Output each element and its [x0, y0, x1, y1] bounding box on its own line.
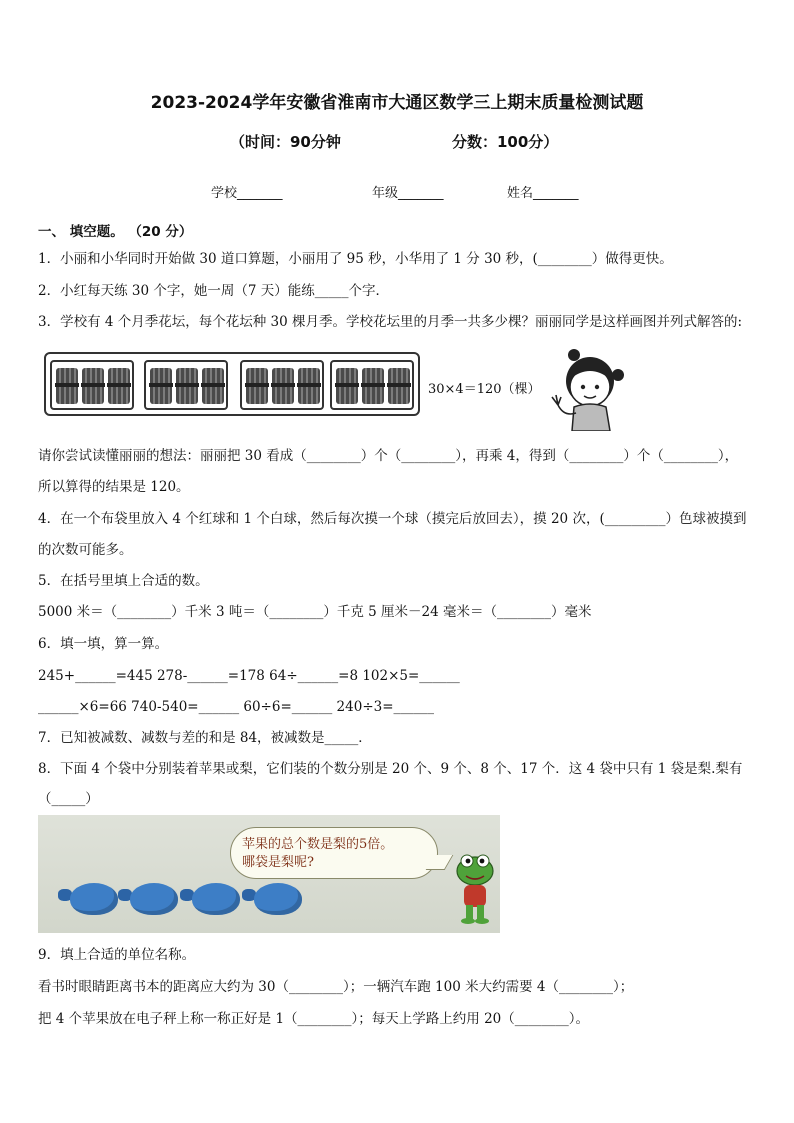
stick-bundle: [82, 368, 104, 404]
question-1: 1．小丽和小华同时开始做 30 道口算题，小丽用了 95 秒，小华用了 1 分 30 秒，(________）做得更快。: [38, 251, 673, 267]
question-6-row-2: ______×6=66 740-540=______ 60÷6=______ 240÷3=______: [38, 699, 435, 715]
bag-icon: [130, 883, 178, 915]
bag-icon: [254, 883, 302, 915]
q3-equation: 30×4＝120（棵）: [428, 382, 541, 397]
question-6-row-1: 245+______=445 278-______=178 64÷______=8 102×5=______: [38, 668, 460, 684]
question-9-line-2: 把 4 个苹果放在电子秤上称一称正好是 1（________）；每天上学路上约用 20（________）。: [38, 1011, 590, 1027]
question-3-line-3: 所以算得的结果是 120。: [38, 479, 190, 495]
question-4-line-2: 的次数可能多。: [38, 542, 133, 558]
speech-text-line-2: 哪袋是梨呢?: [242, 855, 314, 870]
bag-icon: [192, 883, 240, 915]
bags-photo: [38, 815, 500, 933]
page-title: 2023-2024学年安徽省淮南市大通区数学三上期末质量检测试题: [150, 93, 644, 113]
bundle-group: [144, 360, 228, 410]
speech-text-line-1: 苹果的总个数是梨的5倍。: [242, 837, 394, 852]
name-field: 姓名_______: [507, 186, 579, 201]
question-5-line: 5000 米＝（________）千米 3 吨＝（________）千克 5 厘米－24 毫米＝（________）毫米: [38, 604, 592, 620]
question-9-line-1: 看书时眼睛距离书本的距离应大约为 30（________）；一辆汽车跑 100 米大约需要 4（________）；: [38, 979, 634, 995]
stick-bundle: [202, 368, 224, 404]
bundle-group: [330, 360, 414, 410]
stick-bundle: [388, 368, 410, 404]
grade-field: 年级_______: [372, 186, 444, 201]
question-8-line-2: （_____）: [38, 791, 99, 807]
question-8: 8．下面 4 个袋中分别装着苹果或梨，它们装的个数分别是 20 个、9 个、8 个、17 个．这 4 袋中只有 1 袋是梨.梨有: [38, 761, 743, 777]
question-3-line-2: 请你尝试读懂丽丽的想法：丽丽把 30 看成（________）个（________），再乘 4，得到（________）个（________），: [38, 448, 739, 464]
question-9: 9．填上合适的单位名称。: [38, 947, 196, 963]
stick-bundle: [56, 368, 78, 404]
bundle-group: [50, 360, 134, 410]
score-label: 分数：100分）: [452, 133, 559, 151]
frog-icon: [452, 849, 498, 925]
stick-bundle: [272, 368, 294, 404]
question-4: 4．在一个布袋里放入 4 个红球和 1 个白球，然后每次摸一个球（摸完后放回去），摸 20 次，(_________）色球被摸到: [38, 511, 747, 527]
section-heading: 一、 填空题。 （20 分）: [38, 224, 193, 240]
stick-bundle: [362, 368, 384, 404]
stick-bundle: [336, 368, 358, 404]
question-6: 6．填一填，算一算。: [38, 636, 169, 652]
question-2: 2．小红每天练 30 个字，她一周（7 天）能练_____个字．: [38, 283, 389, 299]
question-5: 5．在括号里填上合适的数。: [38, 573, 209, 589]
girl-illustration: [548, 345, 628, 431]
stick-bundle: [246, 368, 268, 404]
stick-bundle: [150, 368, 172, 404]
bundle-illustration: [44, 352, 420, 416]
bag-icon: [70, 883, 118, 915]
stick-bundle: [108, 368, 130, 404]
school-field: 学校_______: [211, 186, 283, 201]
bundle-group: [240, 360, 324, 410]
stick-bundle: [176, 368, 198, 404]
question-7: 7．已知被减数、减数与差的和是 84，被减数是_____．: [38, 730, 372, 746]
stick-bundle: [298, 368, 320, 404]
time-label: （时间：90分钟: [230, 133, 341, 151]
question-3: 3．学校有 4 个月季花坛，每个花坛种 30 棵月季。学校花坛里的月季一共多少棵？丽丽同学是这样画图并列式解答的:: [38, 314, 743, 330]
